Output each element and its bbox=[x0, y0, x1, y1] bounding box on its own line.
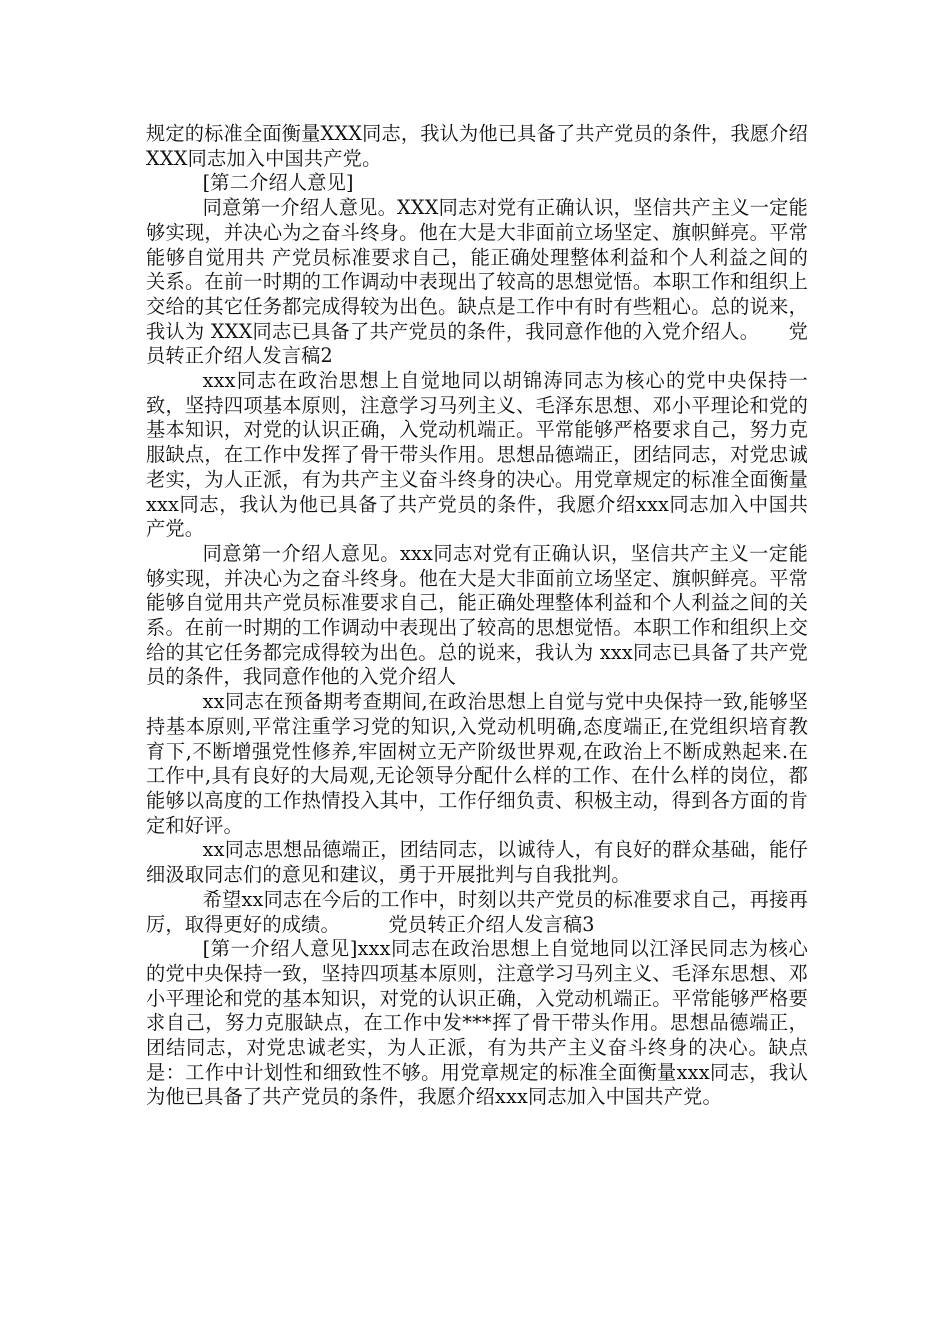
paragraph-9: [第一介绍人意见]xxx同志在政治思想上自觉地同以江泽民同志为核心的党中央保持一致，坚持四项基本原则，注意学习马列主义、毛泽东思想、邓小平理论和党的基本知识，对党的认识正确，入党动机端正。平常能够严格要求自己，努力克服缺点，在工作中发***挥了骨干带头作用。思想品德端正，团结同志，对党忠诚老实，为人正派，有为共产主义奋斗终身的决心。缺点是：工作中计划性和细致性不够。用党章规定的标准全面衡量xxx同志，我认为他已具备了共产党员的条件，我愿介绍xxx同志加入中国共产党。 bbox=[146, 937, 808, 1109]
paragraph-8: 希望xx同志在今后的工作中，时刻以共产党员的标准要求自己，再接再厉，取得更好的成绩。 党员转正介绍人发言稿3 bbox=[146, 887, 808, 936]
paragraph-5: 同意第一介绍人意见。xxx同志对党有正确认识，坚信共产主义一定能够实现，并决心为之奋斗终身。他在大是大非面前立场坚定、旗帜鲜亮。平常能够自觉用共产党员标准要求自己，能正确处理整体利益和个人利益之间的关系。在前一时期的工作调动中表现出了较高的思想觉悟。本职工作和组织上交给的其它任务都完成得较为出色。总的说来，我认为 xxx同志已具备了共产党员的条件，我同意作他的入党介绍人 bbox=[146, 541, 808, 689]
paragraph-4: xxx同志在政治思想上自觉地同以胡锦涛同志为核心的党中央保持一致，坚持四项基本原则，注意学习马列主义、毛泽东思想、邓小平理论和党的基本知识，对党的认识正确，入党动机端正。平常能够严格要求自己，努力克服缺点，在工作中发挥了骨干带头作用。思想品德端正，团结同志，对党忠诚老实，为人正派，有为共产主义奋斗终身的决心。用党章规定的标准全面衡量xxx同志，我认为他已具备了共产党员的条件，我愿介绍xxx同志加入中国共产党。 bbox=[146, 369, 808, 541]
paragraph-7: xx同志思想品德端正，团结同志，以诚待人，有良好的群众基础，能仔细汲取同志们的意见和建议，勇于开展批判与自我批判。 bbox=[146, 838, 808, 887]
paragraph-2-heading: [第二介绍人意见] bbox=[202, 171, 354, 195]
paragraph-3: 同意第一介绍人意见。XXX同志对党有正确认识，坚信共产主义一定能够实现，并决心为之奋斗终身。他在大是大非面前立场坚定、旗帜鲜亮。平常能够自觉用共 产党员标准要求自己，能正确处理整体利益和个人利益之间的关系。在前一时期的工作调动中表现出了较高的思想觉悟。本职工作和组织上交给的其它任务都完成得较为出色。缺点是工作中有时有些粗心。总的说来，我认为 XXX同志已具备了共产党员的条件，我同意作他的入党介绍人。 党员转正介绍人发言稿2 bbox=[146, 196, 808, 368]
paragraph-1: 规定的标准全面衡量XXX同志，我认为他已具备了共产党员的条件，我愿介绍XXX同志加入中国共产党。 bbox=[146, 122, 808, 170]
paragraph-6: xx同志在预备期考查期间,在政治思想上自觉与党中央保持一致,能够坚持基本原则,平常注重学习党的知识,入党动机明确,态度端正,在党组织培育教育下,不断增强党性修养,牢固树立无产阶级世界观,在政治上不断成熟起来.在工作中,具有良好的大局观,无论领导分配什么样的工作、在什么样的岗位，都能够以高度的工作热情投入其中，工作仔细负责、积极主动，得到各方面的肯定和好评。 bbox=[146, 690, 808, 837]
document-body bbox=[146, 122, 808, 1110]
